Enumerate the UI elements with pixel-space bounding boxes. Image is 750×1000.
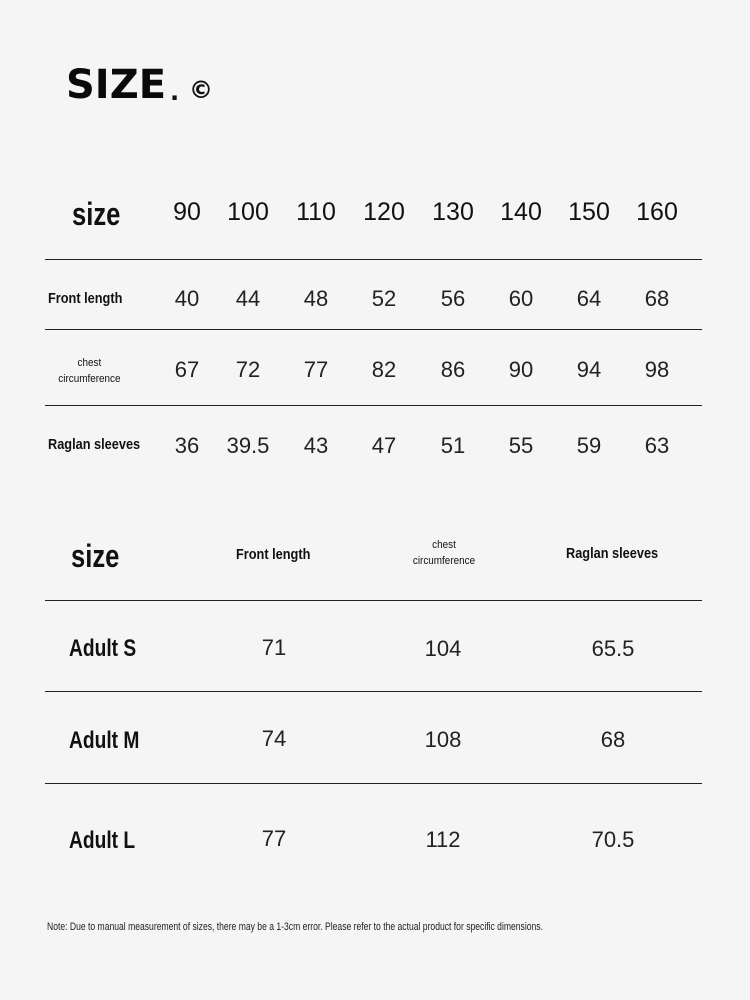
table-cell: 67 xyxy=(174,357,200,382)
table-cell: 86 xyxy=(440,357,466,382)
page-title: SIZE xyxy=(66,62,167,108)
table-cell: 65.5 xyxy=(591,636,635,661)
table2-row-label: Adult L xyxy=(69,827,136,854)
table-cell: 90 xyxy=(508,357,534,382)
table-cell: 98 xyxy=(644,357,670,382)
table-cell: 82 xyxy=(371,357,397,382)
table-cell: 60 xyxy=(508,286,534,311)
table1-col-header: 100 xyxy=(227,198,269,226)
title-dot: . xyxy=(170,78,180,106)
table2-corner-label: size xyxy=(71,538,120,574)
table-cell: 77 xyxy=(303,357,329,382)
table2-row-label: Adult M xyxy=(69,727,140,754)
table1-corner-label: size xyxy=(72,196,121,232)
table1-col-header: 160 xyxy=(636,198,678,226)
table-cell: 77 xyxy=(261,826,287,851)
table-cell: 74 xyxy=(261,726,287,751)
table1-col-header: 150 xyxy=(568,198,610,226)
table2-header-chest-line2: circumference xyxy=(412,555,476,567)
table-cell: 47 xyxy=(371,433,397,458)
table1-row-label-line2: circumference xyxy=(58,373,121,385)
table1-col-header: 130 xyxy=(432,198,474,226)
table1-col-header: 140 xyxy=(500,198,542,226)
table-cell: 40 xyxy=(174,286,200,311)
copyright-icon: © xyxy=(189,76,213,104)
table-cell: 63 xyxy=(644,433,670,458)
table1-col-header: 120 xyxy=(363,198,405,226)
table-cell: 48 xyxy=(303,286,329,311)
table-cell: 59 xyxy=(576,433,602,458)
table-cell: 108 xyxy=(424,727,462,752)
table2-header-front-length: Front length xyxy=(236,546,311,563)
table2-header-chest xyxy=(395,537,494,569)
table-cell: 94 xyxy=(576,357,602,382)
table-cell: 52 xyxy=(371,286,397,311)
table-cell: 44 xyxy=(235,286,261,311)
table2-header-chest-line1: chest xyxy=(432,539,456,551)
measurement-note: Note: Due to manual measurement of sizes, there may be a 1-3cm error. Please refer to the actual product for specific dimensions. xyxy=(47,921,543,933)
table1-divider xyxy=(45,329,702,330)
table-cell: 51 xyxy=(440,433,466,458)
table2-row-label: Adult S xyxy=(69,635,137,662)
table1-divider xyxy=(45,259,702,260)
table2-divider xyxy=(45,691,702,692)
table-cell: 55 xyxy=(508,433,534,458)
table-cell: 64 xyxy=(576,286,602,311)
table-cell: 68 xyxy=(644,286,670,311)
table-cell: 56 xyxy=(440,286,466,311)
table1-col-header: 110 xyxy=(296,198,336,226)
table1-row-label: Front length xyxy=(48,290,123,307)
table-cell: 68 xyxy=(600,727,626,752)
table2-divider xyxy=(45,783,702,784)
table-cell: 70.5 xyxy=(591,827,635,852)
table1-col-header: 90 xyxy=(173,198,201,226)
table-cell: 39.5 xyxy=(226,433,270,458)
table-cell: 72 xyxy=(235,357,261,382)
table-cell: 112 xyxy=(425,827,461,852)
table-cell: 71 xyxy=(261,635,287,660)
table1-row-label xyxy=(48,355,131,387)
table-cell: 104 xyxy=(424,636,462,661)
table1-row-label-line1: chest xyxy=(77,357,102,369)
table1-divider xyxy=(45,405,702,406)
table1-row-label: Raglan sleeves xyxy=(48,436,141,453)
table2-divider xyxy=(45,600,702,601)
table-cell: 36 xyxy=(174,433,200,458)
table-cell: 43 xyxy=(303,433,329,458)
table2-header-raglan: Raglan sleeves xyxy=(566,545,659,562)
